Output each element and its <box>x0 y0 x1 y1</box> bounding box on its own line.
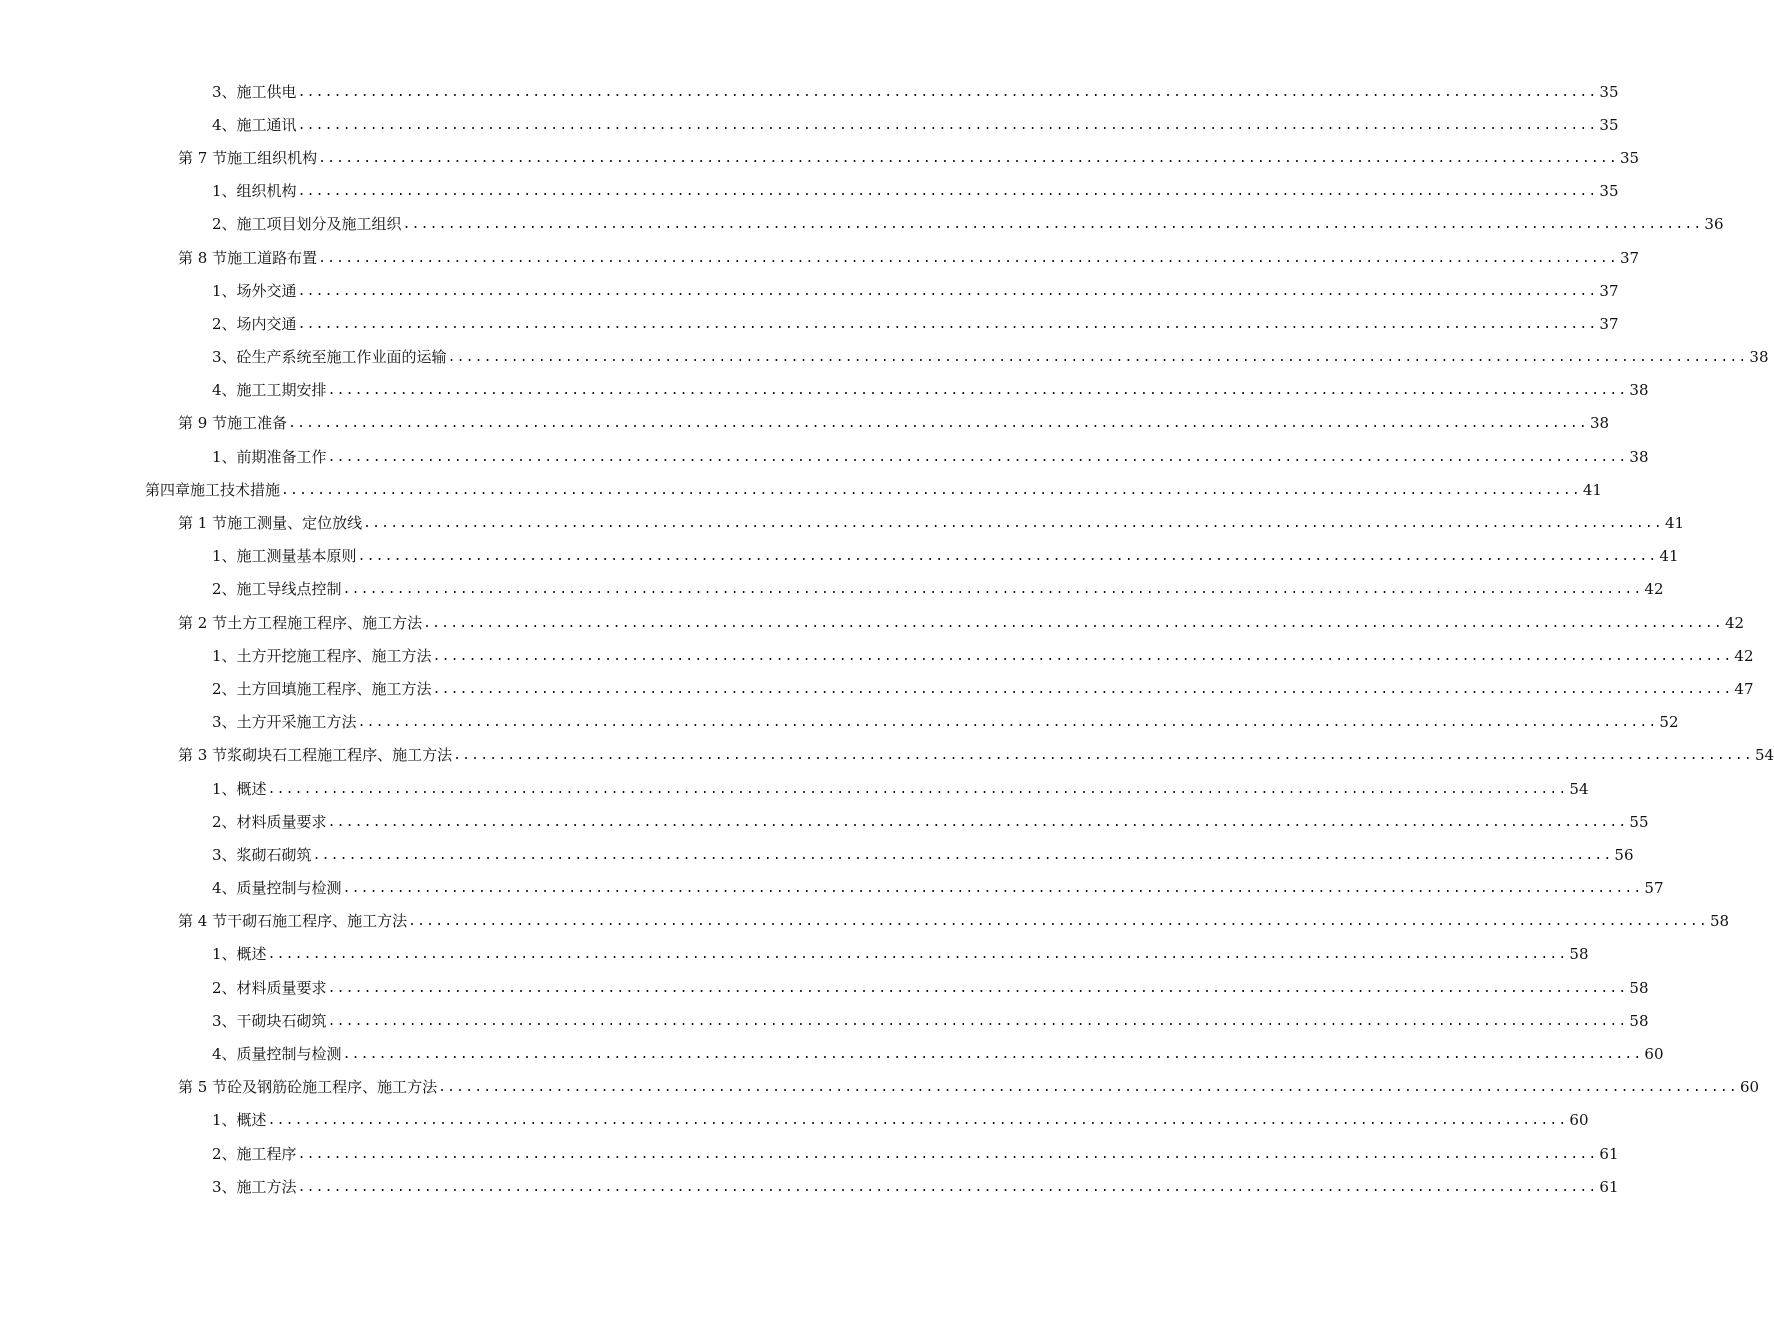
toc-subsection-entry[interactable] <box>0 175 1619 208</box>
toc-dot-leader: ................................................................................................................................................ <box>297 1179 1598 1195</box>
toc-page-number: 41 <box>1659 547 1679 566</box>
toc-page-number: 61 <box>1599 1177 1619 1196</box>
toc-dot-leader: ................................................................................................................................................ <box>281 482 1581 498</box>
toc-page-number: 47 <box>1734 679 1754 698</box>
toc-entry-number: 3、 <box>212 1177 237 1196</box>
toc-subsection-entry[interactable] <box>0 838 1634 871</box>
toc-entry-title: 施工技术措施 <box>190 480 281 499</box>
toc-page-number: 42 <box>1724 613 1745 632</box>
toc-entry-number: 4、 <box>212 1045 237 1064</box>
toc-dot-leader: ................................................................................................................................................ <box>297 316 1598 332</box>
toc-subsection-entry[interactable] <box>0 274 1619 307</box>
toc-page-number: 55 <box>1629 812 1649 831</box>
toc-entry-title: 砼及钢筋砼施工程序、施工方法 <box>227 1078 438 1097</box>
toc-entry-number: 1、 <box>212 182 237 201</box>
toc-entry-title: 施工道路布置 <box>227 248 318 267</box>
toc-dot-leader: ................................................................................................................................................ <box>342 1047 1643 1063</box>
toc-subsection-entry[interactable] <box>0 341 1769 374</box>
toc-page-number: 38 <box>1749 348 1769 367</box>
toc-subsection-entry[interactable] <box>0 1137 1619 1170</box>
toc-entry-title: 土方开挖施工程序、施工方法 <box>236 646 432 665</box>
toc-entry-number: 3、 <box>212 348 237 367</box>
toc-dot-leader: ................................................................................................................................................ <box>357 549 1658 565</box>
toc-chapter-entry[interactable] <box>0 473 1602 506</box>
toc-page-number: 52 <box>1659 713 1679 732</box>
toc-dot-leader: ................................................................................................................................................ <box>318 150 1618 166</box>
toc-entry-number: 3、 <box>212 845 237 864</box>
toc-section-entry[interactable] <box>0 905 1730 938</box>
toc-dot-leader: ................................................................................................................................................ <box>267 781 1568 797</box>
toc-page-number: 54 <box>1754 746 1774 765</box>
toc-subsection-entry[interactable] <box>0 639 1754 672</box>
toc-subsection-entry[interactable] <box>0 374 1649 407</box>
toc-dot-leader: ................................................................................................................................................ <box>432 681 1733 697</box>
toc-entry-title: 组织机构 <box>236 182 297 201</box>
toc-page-number: 58 <box>1629 1011 1649 1030</box>
toc-page-number: 60 <box>1739 1078 1760 1097</box>
toc-page-number: 37 <box>1599 314 1619 333</box>
toc-subsection-entry[interactable] <box>0 440 1649 473</box>
toc-entry-number: 第 2 节 <box>178 613 228 632</box>
toc-dot-leader: ................................................................................................................................................ <box>327 449 1628 465</box>
toc-entry-number: 第 7 节 <box>178 148 228 167</box>
toc-entry-title: 施工工期安排 <box>236 381 327 400</box>
toc-page-number: 35 <box>1599 115 1619 134</box>
toc-entry-number: 第四章 <box>145 480 191 499</box>
toc-page-number: 41 <box>1664 514 1685 533</box>
toc-dot-leader: ................................................................................................................................................ <box>318 250 1618 266</box>
toc-dot-leader: ................................................................................................................................................ <box>447 350 1748 366</box>
toc-entry-title: 干砌石施工程序、施工方法 <box>227 912 408 931</box>
toc-entry-number: 第 8 节 <box>178 248 228 267</box>
toc-dot-leader: ................................................................................................................................................ <box>438 1080 1738 1096</box>
toc-entry-number: 2、 <box>212 679 237 698</box>
toc-dot-leader: ................................................................................................................................................ <box>297 117 1598 133</box>
toc-entry-number: 4、 <box>212 115 237 134</box>
toc-entry-title: 施工供电 <box>236 82 297 101</box>
toc-subsection-entry[interactable] <box>0 307 1619 340</box>
toc-subsection-entry[interactable] <box>0 706 1679 739</box>
toc-entry-title: 概述 <box>236 779 267 798</box>
toc-page-number: 38 <box>1629 447 1649 466</box>
toc-entry-title: 概述 <box>236 1111 267 1130</box>
toc-dot-leader: ................................................................................................................................................ <box>402 217 1703 233</box>
toc-dot-leader: ................................................................................................................................................ <box>327 383 1628 399</box>
toc-entry-title: 施工准备 <box>227 414 288 433</box>
toc-entry-number: 2、 <box>212 215 237 234</box>
toc-subsection-entry[interactable] <box>0 108 1619 141</box>
toc-entry-title: 土方工程施工程序、施工方法 <box>227 613 423 632</box>
toc-entry-title: 施工组织机构 <box>227 148 318 167</box>
toc-page-number: 60 <box>1644 1045 1664 1064</box>
toc-page-number: 58 <box>1569 945 1589 964</box>
toc-entry-title: 前期准备工作 <box>236 447 327 466</box>
toc-entry-number: 1、 <box>212 779 237 798</box>
toc-subsection-entry[interactable] <box>0 772 1589 805</box>
toc-entry-number: 第 1 节 <box>178 514 228 533</box>
toc-entry-number: 第 9 节 <box>178 414 228 433</box>
toc-page-number: 35 <box>1599 82 1619 101</box>
toc-entry-number: 1、 <box>212 945 237 964</box>
toc-dot-leader: ................................................................................................................................................ <box>342 582 1643 598</box>
toc-entry-title: 施工通讯 <box>236 115 297 134</box>
toc-entry-number: 第 5 节 <box>178 1078 228 1097</box>
toc-entry-title: 施工导线点控制 <box>236 580 342 599</box>
toc-dot-leader: ................................................................................................................................................ <box>288 416 1588 432</box>
toc-entry-title: 砼生产系统至施工作业面的运输 <box>236 348 447 367</box>
toc-entry-title: 概述 <box>236 945 267 964</box>
toc-entry-title: 材料质量要求 <box>236 812 327 831</box>
toc-dot-leader: ................................................................................................................................................ <box>408 914 1708 930</box>
toc-page-number: 41 <box>1582 480 1602 499</box>
toc-entry-number: 1、 <box>212 281 237 300</box>
toc-entry-number: 2、 <box>212 812 237 831</box>
toc-page-number: 35 <box>1599 182 1619 201</box>
toc-subsection-entry[interactable] <box>0 1037 1664 1070</box>
toc-entry-title: 材料质量要求 <box>236 978 327 997</box>
toc-entry-number: 第 4 节 <box>178 912 228 931</box>
toc-section-entry[interactable] <box>0 606 1745 639</box>
toc-subsection-entry[interactable] <box>0 971 1649 1004</box>
toc-dot-leader: ................................................................................................................................................ <box>327 980 1628 996</box>
toc-page-number: 60 <box>1569 1111 1589 1130</box>
toc-page-number: 38 <box>1589 414 1610 433</box>
toc-entry-title: 施工方法 <box>236 1177 297 1196</box>
toc-entry-number: 1、 <box>212 1111 237 1130</box>
toc-subsection-entry[interactable] <box>0 75 1619 108</box>
toc-section-entry[interactable] <box>0 141 1640 174</box>
toc-dot-leader: ................................................................................................................................................ <box>423 615 1723 631</box>
toc-entry-number: 2、 <box>212 314 237 333</box>
toc-dot-leader: ................................................................................................................................................ <box>327 814 1628 830</box>
toc-page-number: 37 <box>1619 248 1640 267</box>
toc-page-number: 58 <box>1709 912 1730 931</box>
toc-section-entry[interactable] <box>0 739 1774 772</box>
toc-page-number: 54 <box>1569 779 1589 798</box>
toc-entry-number: 3、 <box>212 1011 237 1030</box>
toc-entry-number: 1、 <box>212 447 237 466</box>
toc-dot-leader: ................................................................................................................................................ <box>357 715 1658 731</box>
toc-entry-title: 场外交通 <box>236 281 297 300</box>
toc-entry-number: 1、 <box>212 547 237 566</box>
toc-entry-title: 浆砌石砌筑 <box>236 845 312 864</box>
toc-dot-leader: ................................................................................................................................................ <box>432 648 1733 664</box>
toc-subsection-entry[interactable] <box>0 672 1754 705</box>
toc-entry-title: 土方回填施工程序、施工方法 <box>236 679 432 698</box>
toc-entry-number: 4、 <box>212 381 237 400</box>
table-of-contents <box>0 75 1774 1203</box>
toc-page-number: 61 <box>1599 1144 1619 1163</box>
toc-entry-number: 4、 <box>212 879 237 898</box>
toc-subsection-entry[interactable] <box>0 1104 1589 1137</box>
toc-dot-leader: ................................................................................................................................................ <box>267 1113 1568 1129</box>
toc-entry-title: 质量控制与检测 <box>236 1045 342 1064</box>
toc-entry-title: 干砌块石砌筑 <box>236 1011 327 1030</box>
toc-entry-number: 1、 <box>212 646 237 665</box>
toc-dot-leader: ................................................................................................................................................ <box>297 84 1598 100</box>
toc-dot-leader: ................................................................................................................................................ <box>453 748 1753 764</box>
toc-entry-number: 2、 <box>212 978 237 997</box>
toc-entry-number: 2、 <box>212 580 237 599</box>
toc-dot-leader: ................................................................................................................................................ <box>297 184 1598 200</box>
toc-dot-leader: ................................................................................................................................................ <box>267 947 1568 963</box>
toc-page-number: 57 <box>1644 879 1664 898</box>
toc-page-number: 38 <box>1629 381 1649 400</box>
toc-page-number: 56 <box>1614 845 1634 864</box>
toc-entry-title: 土方开采施工方法 <box>236 713 357 732</box>
toc-dot-leader: ................................................................................................................................................ <box>297 283 1598 299</box>
toc-entry-title: 场内交通 <box>236 314 297 333</box>
toc-section-entry[interactable] <box>0 241 1640 274</box>
toc-entry-title: 质量控制与检测 <box>236 879 342 898</box>
toc-dot-leader: ................................................................................................................................................ <box>342 881 1643 897</box>
toc-page-number: 36 <box>1704 215 1724 234</box>
toc-section-entry[interactable] <box>0 506 1685 539</box>
toc-dot-leader: ................................................................................................................................................ <box>363 516 1663 532</box>
toc-page-number: 42 <box>1644 580 1664 599</box>
toc-section-entry[interactable] <box>0 1071 1760 1104</box>
toc-entry-number: 3、 <box>212 713 237 732</box>
toc-entry-number: 3、 <box>212 82 237 101</box>
toc-page-number: 58 <box>1629 978 1649 997</box>
toc-entry-title: 施工测量、定位放线 <box>227 514 363 533</box>
toc-page-number: 35 <box>1619 148 1640 167</box>
toc-entry-number: 第 3 节 <box>178 746 228 765</box>
toc-subsection-entry[interactable] <box>0 805 1649 838</box>
toc-dot-leader: ................................................................................................................................................ <box>327 1013 1628 1029</box>
toc-subsection-entry[interactable] <box>0 540 1679 573</box>
toc-entry-number: 2、 <box>212 1144 237 1163</box>
toc-entry-title: 浆砌块石工程施工程序、施工方法 <box>227 746 453 765</box>
toc-subsection-entry[interactable] <box>0 1004 1649 1037</box>
toc-entry-title: 施工测量基本原则 <box>236 547 357 566</box>
toc-page-number: 37 <box>1599 281 1619 300</box>
toc-subsection-entry[interactable] <box>0 208 1724 241</box>
toc-page-number: 42 <box>1734 646 1754 665</box>
toc-entry-title: 施工项目划分及施工组织 <box>236 215 402 234</box>
toc-subsection-entry[interactable] <box>0 872 1664 905</box>
toc-subsection-entry[interactable] <box>0 1170 1619 1203</box>
toc-subsection-entry[interactable] <box>0 938 1589 971</box>
toc-section-entry[interactable] <box>0 407 1610 440</box>
toc-entry-title: 施工程序 <box>236 1144 297 1163</box>
toc-dot-leader: ................................................................................................................................................ <box>297 1146 1598 1162</box>
toc-dot-leader: ................................................................................................................................................ <box>312 847 1613 863</box>
toc-subsection-entry[interactable] <box>0 573 1664 606</box>
